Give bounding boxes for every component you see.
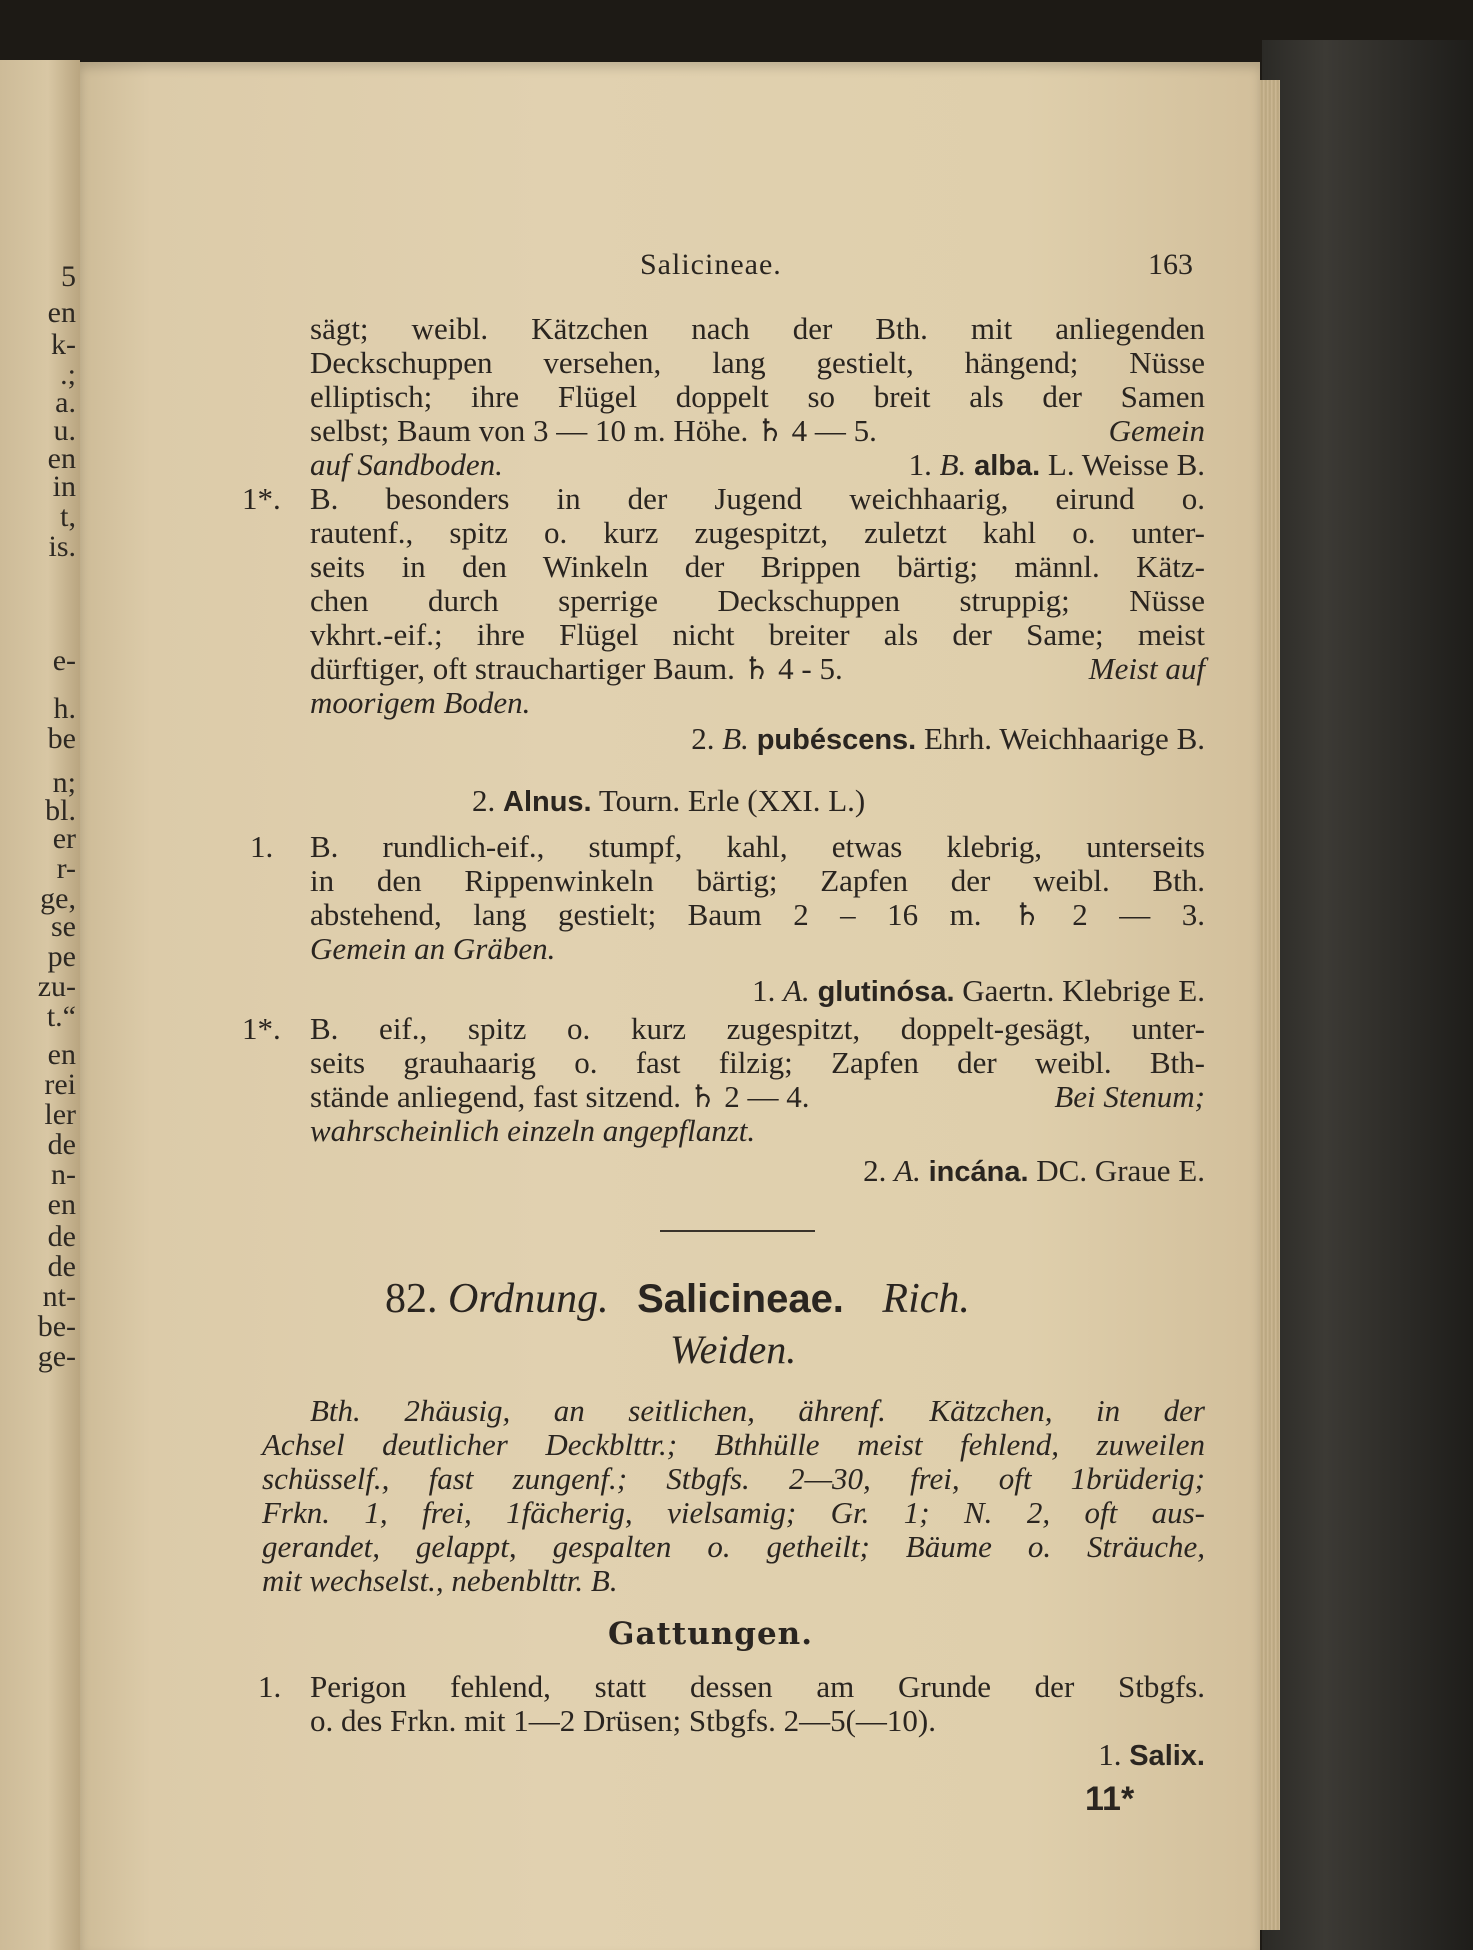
text-line	[310, 652, 1205, 686]
left-page-fragment: h.	[53, 692, 76, 725]
text-line: chen durch sperrige Deckschuppen struppig; Nüsse	[310, 583, 1205, 618]
description-line: schüsself., fast zungenf.; Stbgfs. 2—30, frei, oft 1brüderig;	[262, 1461, 1205, 1496]
genus-key-result	[310, 1738, 1205, 1773]
left-page-fragment: n;	[52, 766, 76, 799]
habitat-text: Bei Stenum;	[1054, 1079, 1205, 1114]
running-head: Salicineae.	[640, 248, 782, 281]
left-page-fragment: bl.	[45, 794, 76, 827]
order-author: Rich.	[882, 1276, 970, 1322]
species-line	[310, 448, 1205, 483]
left-page-fragment: de	[47, 1128, 76, 1161]
order-common-name: Weiden.	[670, 1327, 797, 1372]
left-page-fragment: e-	[52, 644, 76, 677]
habitat-text: wahrscheinlich einzeln angepflanzt.	[310, 1113, 756, 1148]
species-author: Ehrh. Weichhaarige B.	[924, 721, 1205, 756]
genus-number: 1.	[1098, 1737, 1122, 1772]
order-label: Ordnung.	[448, 1276, 609, 1322]
habitat-text: Gemein an Gräben.	[310, 931, 556, 966]
species-number: 1.	[908, 447, 932, 482]
left-page-fragment: k-	[51, 328, 76, 361]
text-line: B. eif., spitz o. kurz zugespitzt, doppelt-gesägt, unter-	[310, 1011, 1205, 1046]
left-page-fragment: r-	[56, 852, 76, 885]
description-line: mit wechselst., nebenblttr. B.	[262, 1563, 618, 1598]
species-number: 2.	[863, 1153, 887, 1188]
left-page-fragment: en	[47, 1038, 76, 1071]
species-author: Gaertn. Klebrige E.	[962, 973, 1205, 1008]
text-span: dürftiger, oft strauchartiger Baum. ♄ 4 - 5.	[310, 651, 843, 686]
text-line: abstehend, lang gestielt; Baum 2 – 16 m. ♄ 2 — 3.	[310, 897, 1205, 932]
habitat-text: moorigem Boden.	[310, 685, 531, 720]
text-line: B. besonders in der Jugend weichhaarig, eirund o.	[310, 481, 1205, 516]
species-name: alba.	[974, 450, 1041, 482]
species-name: glutinósa.	[817, 976, 955, 1008]
species-genus: B.	[939, 447, 967, 482]
key-number: 1.	[250, 829, 274, 864]
left-page-fragment: n-	[51, 1158, 76, 1191]
left-page-fragment: er	[52, 822, 76, 855]
text-line: in den Rippenwinkeln bärtig; Zapfen der weibl. Bth.	[310, 863, 1205, 898]
text-line: seits in den Winkeln der Brippen bärtig; männl. Kätz-	[310, 549, 1205, 584]
text-span: selbst; Baum von 3 — 10 m. Höhe. ♄ 4 — 5.	[310, 413, 877, 448]
page-number: 163	[1148, 248, 1193, 281]
key-number: 1.	[258, 1669, 282, 1704]
text-line: Deckschuppen versehen, lang gestielt, hängend; Nüsse	[310, 345, 1205, 380]
key-number: 1*.	[242, 1011, 281, 1046]
species-line	[310, 974, 1205, 1009]
genus-number: 2.	[472, 783, 496, 818]
species-author: DC. Graue E.	[1036, 1153, 1205, 1188]
species-genus: A.	[783, 973, 810, 1008]
species-name: incána.	[928, 1156, 1029, 1188]
text-line: vkhrt.-eif.; ihre Flügel nicht breiter als der Same; meist	[310, 617, 1205, 652]
species-number: 2.	[691, 721, 715, 756]
text-line: seits grauhaarig o. fast filzig; Zapfen der weibl. Bth-	[310, 1045, 1205, 1080]
genus-author: Tourn. Erle (XXI. L.)	[598, 783, 866, 818]
text-line: o. des Frkn. mit 1—2 Drüsen; Stbgfs. 2—5(—10).	[310, 1703, 937, 1738]
key-number: 1*.	[242, 481, 281, 516]
left-page-fragment: a.	[55, 386, 76, 419]
order-heading	[310, 1274, 1210, 1324]
signature-mark: 11*	[1085, 1780, 1135, 1818]
text-line: elliptisch; ihre Flügel doppelt so breit als der Samen	[310, 379, 1205, 414]
left-page-fragment: zu-	[37, 970, 76, 1003]
species-author: L. Weisse B.	[1047, 447, 1205, 482]
left-page-fragment: .;	[60, 358, 76, 391]
habitat-text: auf Sandboden.	[310, 447, 503, 482]
species-name: pubéscens.	[756, 724, 917, 756]
habitat-text: Meist auf	[1088, 651, 1205, 686]
left-page-edge	[0, 60, 80, 1950]
left-page-fragment: t.“	[46, 1000, 76, 1033]
species-line	[310, 722, 1205, 757]
left-page-fragment: in	[52, 470, 76, 503]
description-line: Frkn. 1, frei, 1fächerig, vielsamig; Gr. 1; N. 2, oft aus-	[262, 1495, 1205, 1530]
text-line	[310, 414, 1205, 448]
left-page-fragment: de	[47, 1250, 76, 1283]
species-genus: B.	[722, 721, 749, 756]
left-page-fragment: nt-	[42, 1280, 76, 1313]
left-page-fragment: rei	[44, 1068, 76, 1101]
left-page-fragment: be-	[37, 1310, 76, 1343]
text-line: B. rundlich-eif., stumpf, kahl, etwas klebrig, unterseits	[310, 829, 1205, 864]
habitat-text: Gemein	[1108, 413, 1205, 448]
left-page-fragment: is.	[48, 530, 76, 563]
description-line: gerandet, gelappt, gespalten o. getheilt; Bäume o. Sträuche,	[262, 1529, 1205, 1564]
book-cover-edge	[1262, 40, 1473, 1950]
description-line: Achsel deutlicher Deckblttr.; Bthhülle meist fehlend, zuweilen	[262, 1427, 1205, 1462]
left-page-fragment: en	[47, 442, 76, 475]
text-line	[310, 1080, 1205, 1114]
text-line: Perigon fehlend, statt dessen am Grunde der Stbgfs.	[310, 1669, 1205, 1704]
left-page-fragment: ge,	[40, 882, 76, 915]
text-span: stände anliegend, fast sitzend. ♄ 2 — 4.	[310, 1079, 810, 1114]
order-name: Salicineae.	[637, 1277, 844, 1321]
genera-heading: Gattungen.	[608, 1616, 814, 1652]
species-number: 1.	[752, 973, 776, 1008]
text-line: sägt; weibl. Kätzchen nach der Bth. mit anliegenden	[310, 311, 1205, 346]
left-page-fragment: en	[47, 296, 76, 329]
left-page-fragment: ge-	[37, 1340, 76, 1373]
species-genus: A.	[894, 1153, 921, 1188]
left-page-fragment: se	[51, 910, 76, 943]
description-line: Bth. 2häusig, an seitlichen, ährenf. Kätzchen, in der	[310, 1393, 1205, 1428]
left-page-fragment: de	[47, 1220, 76, 1253]
text-line: rautenf., spitz o. kurz zugespitzt, zuletzt kahl o. unter-	[310, 515, 1205, 550]
left-page-fragment: be	[47, 722, 76, 755]
genus-name: Salix.	[1129, 1740, 1205, 1772]
genus-heading	[472, 784, 1072, 819]
left-page-fragment: 5	[61, 260, 76, 293]
book-page	[80, 62, 1260, 1950]
genus-name: Alnus.	[503, 786, 592, 818]
left-page-fragment: u.	[53, 414, 76, 447]
order-number: 82.	[385, 1276, 438, 1322]
left-page-fragment: pe	[47, 940, 76, 973]
left-page-fragment: t,	[60, 500, 76, 533]
section-divider	[660, 1230, 815, 1232]
species-line	[310, 1154, 1205, 1189]
left-page-fragment: en	[47, 1188, 76, 1221]
left-page-fragment: ler	[44, 1098, 76, 1131]
